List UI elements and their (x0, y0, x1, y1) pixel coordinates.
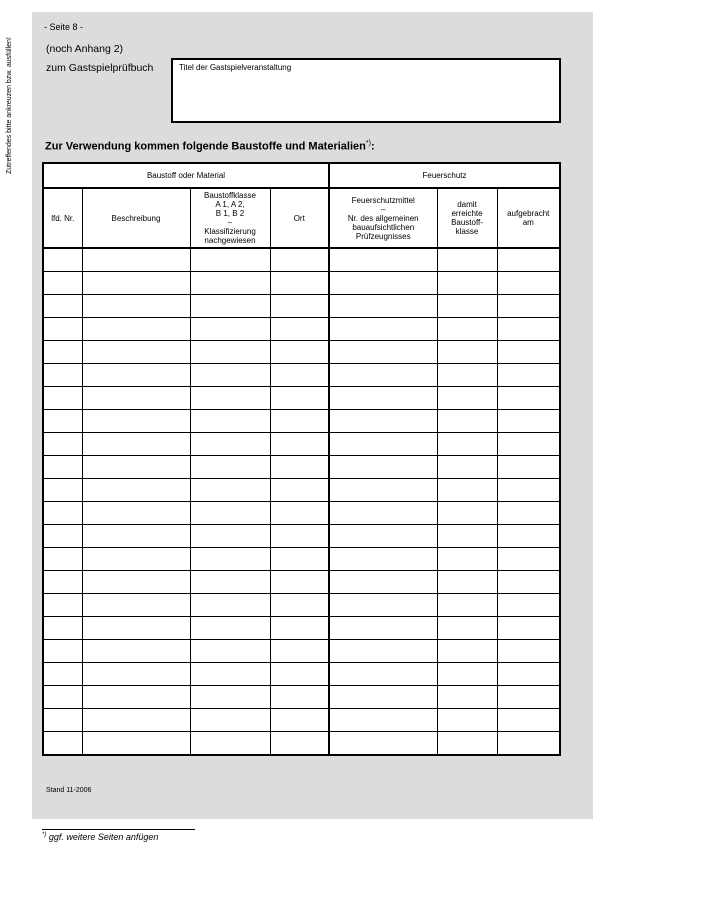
table-cell[interactable] (437, 548, 497, 571)
col-header-description: Beschreibung (82, 188, 190, 248)
table-cell[interactable] (437, 732, 497, 756)
table-cell[interactable] (82, 318, 190, 341)
table-cell[interactable] (82, 663, 190, 686)
table-row (43, 295, 560, 318)
table-row (43, 525, 560, 548)
table-cell[interactable] (437, 433, 497, 456)
table-cell[interactable] (82, 456, 190, 479)
table-cell[interactable] (190, 433, 270, 456)
table-cell[interactable] (329, 548, 437, 571)
table-cell[interactable] (329, 410, 437, 433)
table-cell[interactable] (497, 617, 560, 640)
table-cell[interactable] (270, 433, 329, 456)
table-cell[interactable] (82, 410, 190, 433)
table-cell[interactable] (329, 341, 437, 364)
footnote (42, 832, 158, 842)
table-cell[interactable] (497, 686, 560, 709)
table-row (43, 502, 560, 525)
table-row (43, 617, 560, 640)
table-cell[interactable] (270, 709, 329, 732)
table-cell[interactable] (43, 502, 82, 525)
table-cell[interactable] (497, 594, 560, 617)
table-cell[interactable] (82, 709, 190, 732)
table-row (43, 341, 560, 364)
page-number: - Seite 8 - (44, 22, 84, 32)
table-cell[interactable] (190, 387, 270, 410)
table-cell[interactable] (82, 594, 190, 617)
table-cell[interactable] (437, 709, 497, 732)
table-cell[interactable] (497, 387, 560, 410)
table-cell[interactable] (270, 571, 329, 594)
table-cell[interactable] (329, 387, 437, 410)
table-row (43, 456, 560, 479)
table-cell[interactable] (329, 364, 437, 387)
stand-date: Stand 11-2006 (46, 787, 92, 794)
table-cell[interactable] (497, 318, 560, 341)
table-cell[interactable] (43, 640, 82, 663)
table-cell[interactable] (270, 502, 329, 525)
table-cell[interactable] (190, 709, 270, 732)
table-row (43, 548, 560, 571)
table-body (43, 248, 560, 755)
table-cell[interactable] (270, 732, 329, 756)
table-cell[interactable] (497, 663, 560, 686)
table-cell[interactable] (190, 525, 270, 548)
table-cell[interactable] (43, 617, 82, 640)
footnote-divider (42, 829, 195, 830)
table-cell[interactable] (43, 456, 82, 479)
table-cell[interactable] (82, 732, 190, 756)
table-cell[interactable] (82, 640, 190, 663)
table-cell[interactable] (190, 617, 270, 640)
table-row (43, 318, 560, 341)
col-header-applied: aufgebracht am (497, 188, 560, 248)
heading-footnote-mark: *) (365, 140, 371, 147)
table-cell[interactable] (437, 387, 497, 410)
table-cell[interactable] (329, 295, 437, 318)
table-row (43, 571, 560, 594)
table-cell[interactable] (329, 709, 437, 732)
table-cell[interactable] (270, 548, 329, 571)
table-cell[interactable] (437, 640, 497, 663)
section-heading: Zur Verwendung kommen folgende Baustoffe und Materialien*): (45, 140, 375, 153)
table-cell[interactable] (437, 318, 497, 341)
table-cell[interactable] (43, 318, 82, 341)
side-note (5, 14, 17, 174)
table-cell[interactable] (43, 295, 82, 318)
table-cell[interactable] (329, 272, 437, 295)
table-cell[interactable] (497, 709, 560, 732)
table-cell[interactable] (82, 525, 190, 548)
table-cell[interactable] (437, 364, 497, 387)
table-cell[interactable] (190, 272, 270, 295)
table-cell[interactable] (329, 640, 437, 663)
table-cell[interactable] (437, 272, 497, 295)
table-cell[interactable] (190, 341, 270, 364)
table-cell[interactable] (329, 318, 437, 341)
table-cell[interactable] (190, 248, 270, 272)
table-cell[interactable] (190, 594, 270, 617)
event-title-label: Titel der Gastspielveranstaltung (179, 63, 292, 72)
table-cell[interactable] (43, 548, 82, 571)
table-cell[interactable] (190, 364, 270, 387)
table-cell[interactable] (43, 732, 82, 756)
table-cell[interactable] (497, 295, 560, 318)
annex-label: (noch Anhang 2) (46, 43, 124, 55)
table-cell[interactable] (43, 594, 82, 617)
table-cell[interactable] (270, 387, 329, 410)
table-cell[interactable] (329, 686, 437, 709)
table-cell[interactable] (270, 272, 329, 295)
group-header-fire: Feuerschutz (329, 163, 560, 188)
table-cell[interactable] (329, 663, 437, 686)
table-cell[interactable] (437, 525, 497, 548)
table-cell[interactable] (329, 248, 437, 272)
table-cell[interactable] (497, 364, 560, 387)
table-row (43, 364, 560, 387)
table-row (43, 686, 560, 709)
table-cell[interactable] (437, 594, 497, 617)
table-row (43, 410, 560, 433)
col-header-reached-class: damit erreichte Baustoff- klasse (437, 188, 497, 248)
table-cell[interactable] (82, 686, 190, 709)
table-cell[interactable] (43, 663, 82, 686)
table-cell[interactable] (497, 272, 560, 295)
table-cell[interactable] (82, 502, 190, 525)
table-row (43, 709, 560, 732)
col-header-nr: lfd. Nr. (43, 188, 82, 248)
table-cell[interactable] (190, 502, 270, 525)
book-label: zum Gastspielprüfbuch (46, 62, 154, 74)
table-cell[interactable] (270, 410, 329, 433)
table-row (43, 594, 560, 617)
table-cell[interactable] (329, 732, 437, 756)
table-cell[interactable] (437, 663, 497, 686)
side-note-text: Zutreffendes bitte ankreuzen bzw. ausfüllen! (6, 37, 13, 174)
table-cell[interactable] (190, 479, 270, 502)
table-cell[interactable] (329, 571, 437, 594)
table-row (43, 248, 560, 272)
table-cell[interactable] (82, 387, 190, 410)
table-cell[interactable] (329, 456, 437, 479)
table-cell[interactable] (43, 479, 82, 502)
table-cell[interactable] (497, 248, 560, 272)
event-title-field[interactable] (171, 58, 561, 123)
col-header-place: Ort (270, 188, 329, 248)
table-cell[interactable] (190, 456, 270, 479)
table-cell[interactable] (43, 248, 82, 272)
table-cell[interactable] (43, 525, 82, 548)
footnote-text: ggf. weitere Seiten anfügen (48, 832, 159, 842)
table-cell[interactable] (497, 525, 560, 548)
table-cell[interactable] (190, 686, 270, 709)
table-cell[interactable] (82, 571, 190, 594)
table-cell[interactable] (497, 548, 560, 571)
table-cell[interactable] (270, 617, 329, 640)
table-cell[interactable] (190, 318, 270, 341)
table-cell[interactable] (82, 341, 190, 364)
table-cell[interactable] (43, 433, 82, 456)
table-cell[interactable] (437, 571, 497, 594)
table-cell[interactable] (43, 341, 82, 364)
table-cell[interactable] (82, 617, 190, 640)
col-header-agent: Feuerschutzmittel – Nr. des allgemeinen bauaufsichtlichen Prüfzeugnisses (329, 188, 437, 248)
table-cell[interactable] (437, 617, 497, 640)
table-cell[interactable] (82, 433, 190, 456)
group-header-material: Baustoff oder Material (43, 163, 329, 188)
footnote-mark: *) (42, 832, 47, 838)
table-row (43, 387, 560, 410)
table-row (43, 433, 560, 456)
table-cell[interactable] (43, 686, 82, 709)
table-cell[interactable] (270, 663, 329, 686)
table-cell[interactable] (270, 248, 329, 272)
table-cell[interactable] (270, 686, 329, 709)
table-cell[interactable] (190, 640, 270, 663)
table-cell[interactable] (82, 248, 190, 272)
table-cell[interactable] (82, 272, 190, 295)
table-cell[interactable] (190, 548, 270, 571)
table-cell[interactable] (82, 548, 190, 571)
table-cell[interactable] (270, 525, 329, 548)
table-cell[interactable] (437, 686, 497, 709)
table-cell[interactable] (190, 295, 270, 318)
table-cell[interactable] (437, 456, 497, 479)
table-cell[interactable] (437, 479, 497, 502)
table-cell[interactable] (497, 502, 560, 525)
table-cell[interactable] (270, 318, 329, 341)
table-cell[interactable] (329, 479, 437, 502)
col-header-class: Baustoffklasse A 1, A 2, B 1, B 2 – Klassifizierung nachgewiesen (190, 188, 270, 248)
table-cell[interactable] (270, 341, 329, 364)
table-cell[interactable] (497, 571, 560, 594)
table-cell[interactable] (497, 433, 560, 456)
table-cell[interactable] (190, 663, 270, 686)
table-cell[interactable] (497, 640, 560, 663)
table-cell[interactable] (43, 272, 82, 295)
table-cell[interactable] (82, 479, 190, 502)
table-cell[interactable] (329, 525, 437, 548)
table-cell[interactable] (437, 410, 497, 433)
table-cell[interactable] (497, 410, 560, 433)
table-row (43, 640, 560, 663)
table-cell[interactable] (270, 479, 329, 502)
table-cell[interactable] (437, 295, 497, 318)
table-cell[interactable] (329, 433, 437, 456)
table-cell[interactable] (497, 341, 560, 364)
table-cell[interactable] (437, 502, 497, 525)
table-cell[interactable] (43, 364, 82, 387)
table-cell[interactable] (329, 502, 437, 525)
table-cell[interactable] (190, 732, 270, 756)
table-cell[interactable] (270, 594, 329, 617)
table-row (43, 272, 560, 295)
table-cell[interactable] (329, 594, 437, 617)
table-cell[interactable] (43, 387, 82, 410)
table-cell[interactable] (270, 456, 329, 479)
table-cell[interactable] (437, 248, 497, 272)
table-cell[interactable] (190, 571, 270, 594)
table-cell[interactable] (329, 617, 437, 640)
table-cell[interactable] (497, 479, 560, 502)
table-cell[interactable] (43, 571, 82, 594)
table-cell[interactable] (270, 364, 329, 387)
table-row (43, 732, 560, 756)
table-cell[interactable] (82, 295, 190, 318)
table-row (43, 479, 560, 502)
table-row (43, 663, 560, 686)
table-cell[interactable] (82, 364, 190, 387)
table-cell[interactable] (43, 410, 82, 433)
table-cell[interactable] (43, 709, 82, 732)
table-cell[interactable] (497, 732, 560, 756)
materials-table (42, 162, 561, 756)
table-cell[interactable] (437, 341, 497, 364)
table-cell[interactable] (270, 640, 329, 663)
table-cell[interactable] (497, 456, 560, 479)
table-cell[interactable] (190, 410, 270, 433)
table-cell[interactable] (270, 295, 329, 318)
